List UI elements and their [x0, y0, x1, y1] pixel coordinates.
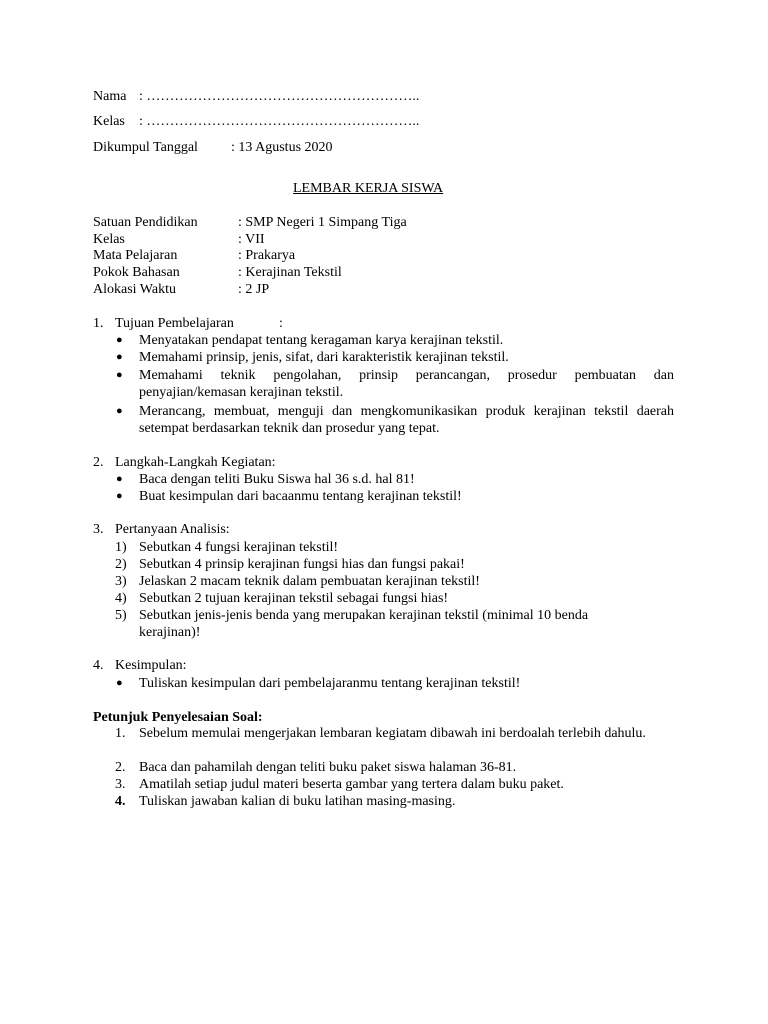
section-number: 2. — [93, 455, 104, 470]
nama-value: : ………………………………………………….. — [139, 89, 420, 104]
bullet-icon: ● — [116, 369, 123, 381]
question-number: 2) — [115, 557, 127, 572]
petunjuk-text: Baca dan pahamilah dengan teliti buku paket siswa halaman 36-81. — [139, 760, 517, 775]
identity-value: : 2 JP — [238, 282, 270, 297]
petunjuk-number: 1. — [115, 726, 126, 741]
petunjuk-text: Amatilah setiap judul materi beserta gambar yang tertera dalam buku paket. — [139, 777, 564, 792]
section-number: 3. — [93, 522, 104, 537]
section-number: 1. — [93, 316, 104, 331]
kelas-value: : ………………………………………………….. — [139, 114, 420, 129]
identity-label: Kelas — [93, 232, 125, 247]
bullet-icon: ● — [116, 677, 123, 689]
tanggal-value: : 13 Agustus 2020 — [231, 140, 333, 155]
identity-label: Mata Pelajaran — [93, 248, 178, 263]
kelas-label: Kelas — [93, 114, 125, 129]
question-number: 3) — [115, 574, 127, 589]
question-text: Sebutkan jenis-jenis benda yang merupakan kerajinan tekstil (minimal 10 benda — [139, 608, 589, 623]
petunjuk-number: 2. — [115, 760, 126, 775]
petunjuk-text: Sebelum memulai mengerjakan lembaran kegiatam dibawah ini berdoalah terlebih dahulu. — [139, 726, 646, 741]
section-heading-kesimpulan: Kesimpulan: — [115, 658, 187, 673]
question-number: 4) — [115, 591, 127, 606]
tanggal-label: Dikumpul Tanggal — [93, 140, 198, 155]
question-text-continued: kerajinan)! — [139, 625, 201, 640]
list-item: Baca dengan teliti Buku Siswa hal 36 s.d. hal 81! — [139, 472, 415, 487]
list-item: Menyatakan pendapat tentang keragaman karya kerajinan tekstil. — [139, 333, 504, 348]
identity-label: Satuan Pendidikan — [93, 215, 198, 230]
list-item: Merancang, membuat, menguji dan mengkomunikasikan produk kerajinan tekstil daerah setempat berdasarkan teknik dan prosedur yang tepat. — [139, 404, 674, 436]
section-number: 4. — [93, 658, 104, 673]
identity-value: : Kerajinan Tekstil — [238, 265, 342, 280]
list-item: Memahami teknik pengolahan, prinsip perancangan, prosedur pembuatan dan penyajian/kemasan kerajinan tekstil. — [139, 368, 674, 400]
list-item: Tuliskan kesimpulan dari pembelajaranmu tentang kerajinan tekstil! — [139, 676, 521, 691]
list-item: Buat kesimpulan dari bacaanmu tentang kerajinan tekstil! — [139, 489, 462, 504]
section-heading-tujuan: Tujuan Pembelajaran — [115, 316, 234, 331]
question-number: 5) — [115, 608, 127, 623]
page-title: LEMBAR KERJA SISWA — [293, 181, 444, 196]
petunjuk-text: Tuliskan jawaban kalian di buku latihan masing-masing. — [139, 794, 456, 809]
identity-value: : Prakarya — [238, 248, 296, 263]
section-heading-langkah: Langkah-Langkah Kegiatan: — [115, 455, 276, 470]
bullet-icon: ● — [116, 473, 123, 485]
bullet-icon: ● — [116, 405, 123, 417]
petunjuk-number: 4. — [115, 794, 126, 809]
identity-label: Alokasi Waktu — [93, 282, 176, 297]
section-heading-pertanyaan: Pertanyaan Analisis: — [115, 522, 230, 537]
petunjuk-number: 3. — [115, 777, 126, 792]
question-text: Sebutkan 4 fungsi kerajinan tekstil! — [139, 540, 339, 555]
identity-value: : SMP Negeri 1 Simpang Tiga — [238, 215, 407, 230]
list-item: Memahami prinsip, jenis, sifat, dari karakteristik kerajinan tekstil. — [139, 350, 509, 365]
identity-label: Pokok Bahasan — [93, 265, 180, 280]
question-text: Sebutkan 2 tujuan kerajinan tekstil sebagai fungsi hias! — [139, 591, 449, 606]
question-text: Sebutkan 4 prinsip kerajinan fungsi hias dan fungsi pakai! — [139, 557, 465, 572]
nama-label: Nama — [93, 89, 127, 104]
section-colon: : — [279, 316, 283, 331]
petunjuk-heading: Petunjuk Penyelesaian Soal: — [93, 710, 263, 725]
question-number: 1) — [115, 540, 127, 555]
identity-value: : VII — [238, 232, 265, 247]
bullet-icon: ● — [116, 490, 123, 502]
bullet-icon: ● — [116, 334, 123, 346]
bullet-icon: ● — [116, 351, 123, 363]
question-text: Jelaskan 2 macam teknik dalam pembuatan kerajinan tekstil! — [139, 574, 480, 589]
